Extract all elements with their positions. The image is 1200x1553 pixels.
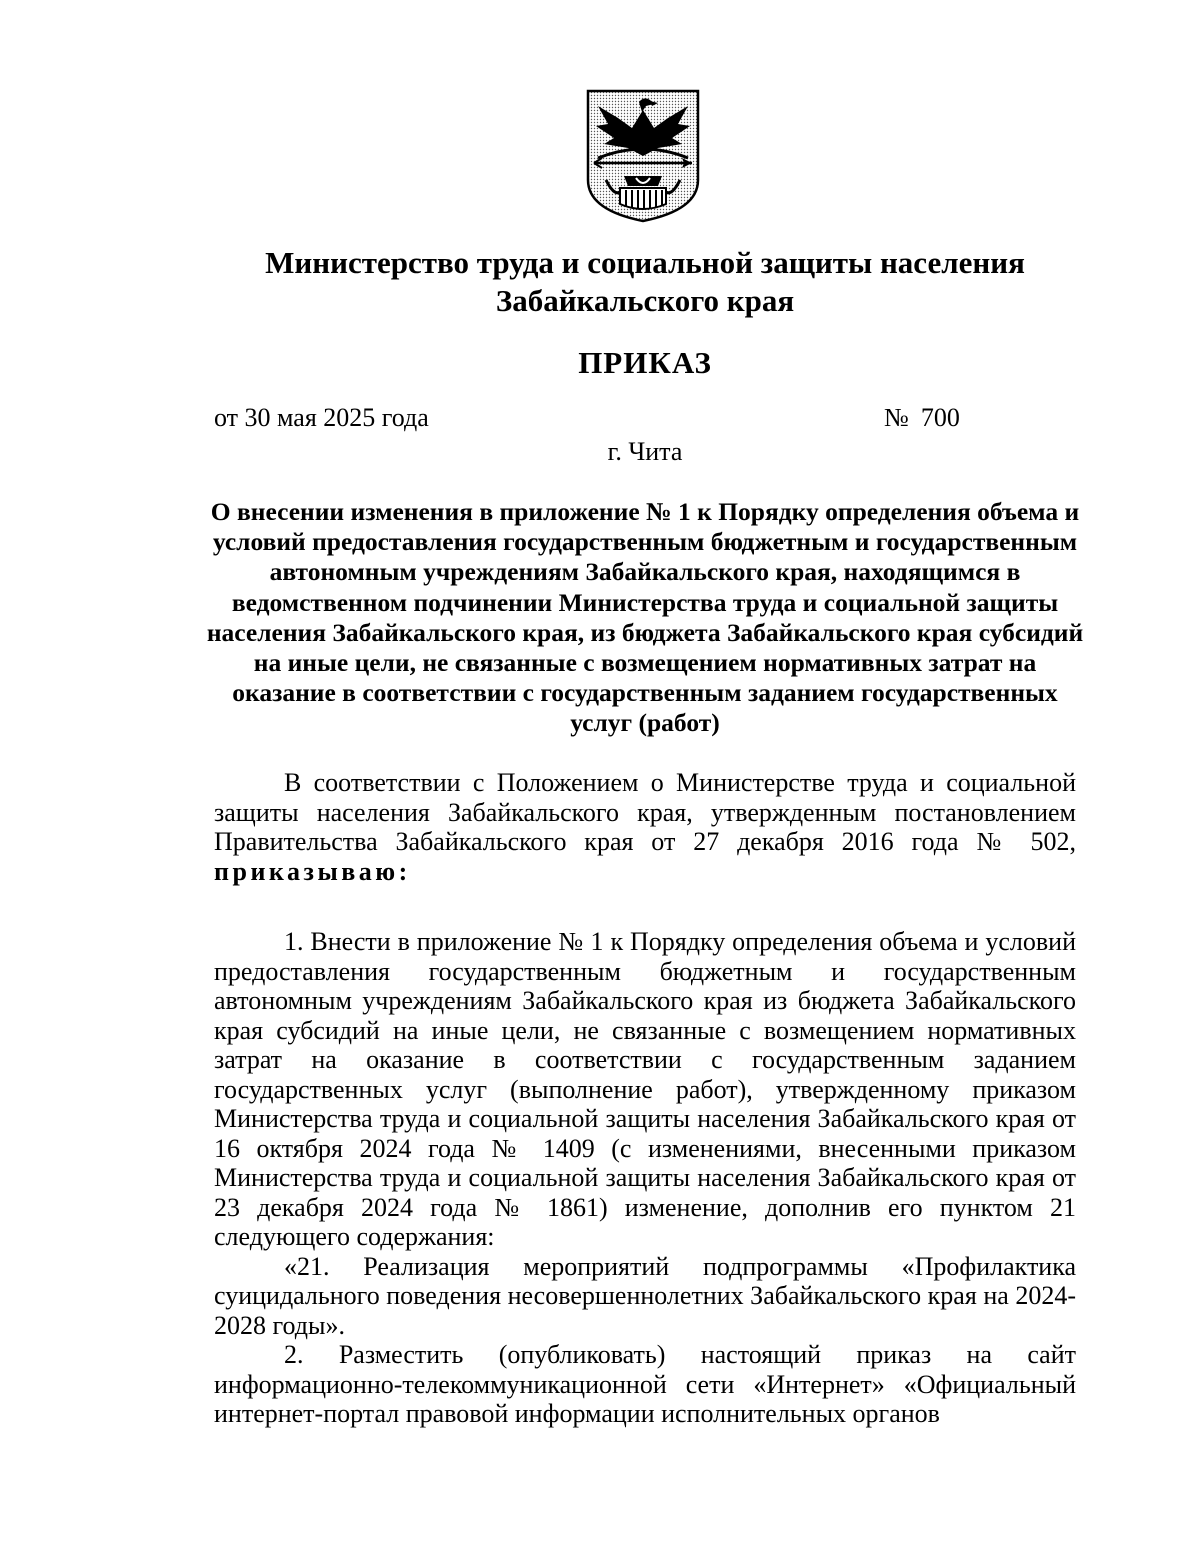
ministry-name-line2: Забайкальского края (495, 283, 795, 318)
order-verb: приказываю (214, 856, 399, 886)
coat-of-arms-emblem (584, 88, 702, 224)
number-value: 700 (920, 403, 960, 432)
item-1-quote-paragraph: «21. Реализация мероприятий подпрограммы «Профилактика суицидального поведения несовершеннолетних Забайкальского края на 2024-2028 годы». (214, 1251, 1076, 1340)
document-body (214, 768, 1076, 1429)
item-2-paragraph: 2. Разместить (опубликовать) настоящий приказ на сайт информационно-телекоммуникационной сети «Интернет» «Официальный интернет-портал правовой информации исполнительных органов (214, 1340, 1076, 1428)
order-subject: О внесении изменения в приложение № 1 к Порядку определения объема и условий предоставления государственным бюджетным и государственным автономным учреждениям Забайкальского края, находящимся в ведомственном подчинении Министерства труда и социальной защиты населения Забайкальского края, из бюджета Забайкальского края субсидий на иные цели, не связанные с возмещением нормативных затрат на оказание в соответствии с государственным заданием государственных услуг (работ) (206, 497, 1084, 738)
item-1-paragraph: 1. Внести в приложение № 1 к Порядку определения объема и условий предоставления государственным бюджетным и государственным автономным учреждениям Забайкальского края из бюджета Забайкальского края субсидий на иные цели, не связанные с возмещением нормативных затрат на оказание в соответствии с государственным заданием государственных услуг (выполнение работ), утвержденному приказом Министерства труда и социальной защиты населения Забайкальского края от 16 октября 2024 года № 1409 (с изменениями, внесенными приказом Министерства труда и социальной защиты населения Забайкальского края от 23 декабря 2024 года № 1861) изменение, дополнив его пунктом 21 следующего содержания: (214, 927, 1076, 1251)
order-verb-suffix: : (398, 856, 411, 886)
order-date: от 30 мая 2025 года (214, 403, 429, 432)
preamble-text: В соответствии с Положением о Министерстве труда и социальной защиты населения Забайкальского края, утвержденным постановлением Правительства Забайкальского края от 27 декабря 2016 года № 502, (214, 768, 1076, 856)
ministry-name (200, 244, 1090, 320)
document-type-title: ПРИКАЗ (578, 345, 712, 380)
ministry-name-line1: Министерство труда и социальной защиты населения (265, 245, 1025, 280)
preamble-paragraph (214, 768, 1076, 886)
order-number (884, 401, 960, 435)
order-city: г. Чита (607, 437, 683, 466)
number-sign: № (884, 403, 909, 432)
